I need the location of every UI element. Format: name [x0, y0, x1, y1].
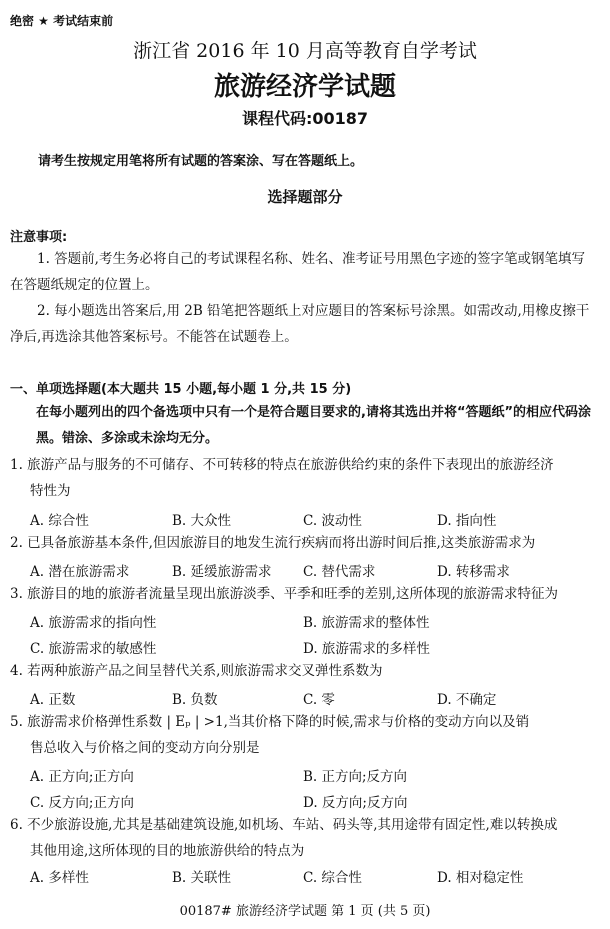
question-3-option-d: D. 旅游需求的多样性 [303, 641, 430, 657]
question-5-option-a: A. 正方向;正方向 [30, 769, 134, 785]
question-4-option-a: A. 正数 [30, 692, 76, 708]
note-item-1: 1. 答题前,考生务必将自己的考试课程名称、姓名、准考证号用黑色字迹的签字笔或钢笔填写在答题纸规定的位置上。 [10, 251, 585, 293]
part-heading: 一、单项选择题(本大题共 15 小题,每小题 1 分,共 15 分) [10, 382, 352, 397]
question-3-option-b: B. 旅游需求的整体性 [303, 615, 430, 631]
question-1-option-a: A. 综合性 [30, 513, 89, 529]
section-heading: 选择题部分 [267, 188, 343, 206]
question-3-line1: 3. 旅游目的地的旅游者流量呈现出旅游淡季、平季和旺季的差别,这所体现的旅游需求特征为 [10, 586, 558, 602]
question-3-option-c: C. 旅游需求的敏感性 [30, 641, 157, 657]
question-2-option-c: C. 替代需求 [303, 564, 376, 580]
exam-title: 浙江省 2016 年 10 月高等教育自学考试 [133, 40, 477, 62]
answer-instruction: 请考生按规定用笔将所有试题的答案涂、写在答题纸上。 [38, 154, 364, 169]
question-6-stem [10, 812, 596, 864]
question-2-option-a: A. 潜在旅游需求 [30, 564, 130, 580]
part-note: 在每小题列出的四个备选项中只有一个是符合题目要求的,请将其选出并将“答题纸”的相应代码涂黑。错涂、多涂或未涂均无分。 [36, 405, 592, 446]
question-4-line1: 4. 若两种旅游产品之间呈替代关系,则旅游需求交叉弹性系数为 [10, 663, 383, 679]
question-5-stem [10, 709, 596, 761]
question-2-line1: 2. 已具备旅游基本条件,但因旅游目的地发生流行疾病而将出游时间后推,这类旅游需求为 [10, 535, 536, 551]
confidential-label: 绝密 ★ 考试结束前 [10, 14, 114, 28]
question-1-option-b: B. 大众性 [172, 513, 232, 529]
question-4-stem [10, 658, 596, 684]
question-6-line2: 其他用途,这所体现的目的地旅游供给的特点为 [30, 843, 305, 859]
paper-title: 旅游经济学试题 [213, 72, 396, 102]
question-3-option-a: A. 旅游需求的指向性 [30, 615, 157, 631]
note-item-2: 2. 每小题选出答案后,用 2B 铅笔把答题纸上对应题目的答案标号涂黑。如需改动,用橡皮擦干净后,再选涂其他答案标号。不能答在试题卷上。 [10, 303, 590, 345]
question-6-option-c: C. 综合性 [303, 870, 362, 886]
question-1-line1: 1. 旅游产品与服务的不可储存、不可转移的特点在旅游供给约束的条件下表现出的旅游经济 [10, 457, 554, 473]
question-4-option-b: B. 负数 [172, 692, 218, 708]
question-5-option-b: B. 正方向;反方向 [303, 769, 408, 785]
question-5-line2: 售总收入与价格之间的变动方向分别是 [30, 740, 260, 756]
question-2-option-b: B. 延缓旅游需求 [172, 564, 272, 580]
question-5-line1: 5. 旅游需求价格弹性系数 | Eₚ | >1,当其价格下降的时候,需求与价格的变动方向以及销 [10, 714, 530, 730]
page-footer: 00187# 旅游经济学试题 第 1 页 (共 5 页) [179, 904, 431, 919]
question-6-line1: 6. 不少旅游设施,尤其是基础建筑设施,如机场、车站、码头等,其用途带有固定性,难以转换成 [10, 817, 558, 833]
question-6-option-d: D. 相对稳定性 [437, 870, 524, 886]
question-5-option-d: D. 反方向;反方向 [303, 795, 408, 811]
question-4-option-c: C. 零 [303, 692, 335, 708]
question-2-stem [10, 530, 596, 556]
question-6-option-b: B. 关联性 [172, 870, 232, 886]
question-4-option-d: D. 不确定 [437, 692, 497, 708]
question-5-option-c: C. 反方向;正方向 [30, 795, 134, 811]
question-3-stem [10, 581, 596, 607]
course-code: 课程代码:00187 [241, 109, 369, 128]
question-1-option-c: C. 波动性 [303, 513, 362, 529]
question-2-option-d: D. 转移需求 [437, 564, 510, 580]
question-6-option-a: A. 多样性 [30, 870, 89, 886]
notes-title: 注意事项: [10, 230, 68, 245]
question-1-line2: 特性为 [30, 483, 71, 499]
question-1-stem [10, 452, 596, 504]
question-1-option-d: D. 指向性 [437, 513, 497, 529]
